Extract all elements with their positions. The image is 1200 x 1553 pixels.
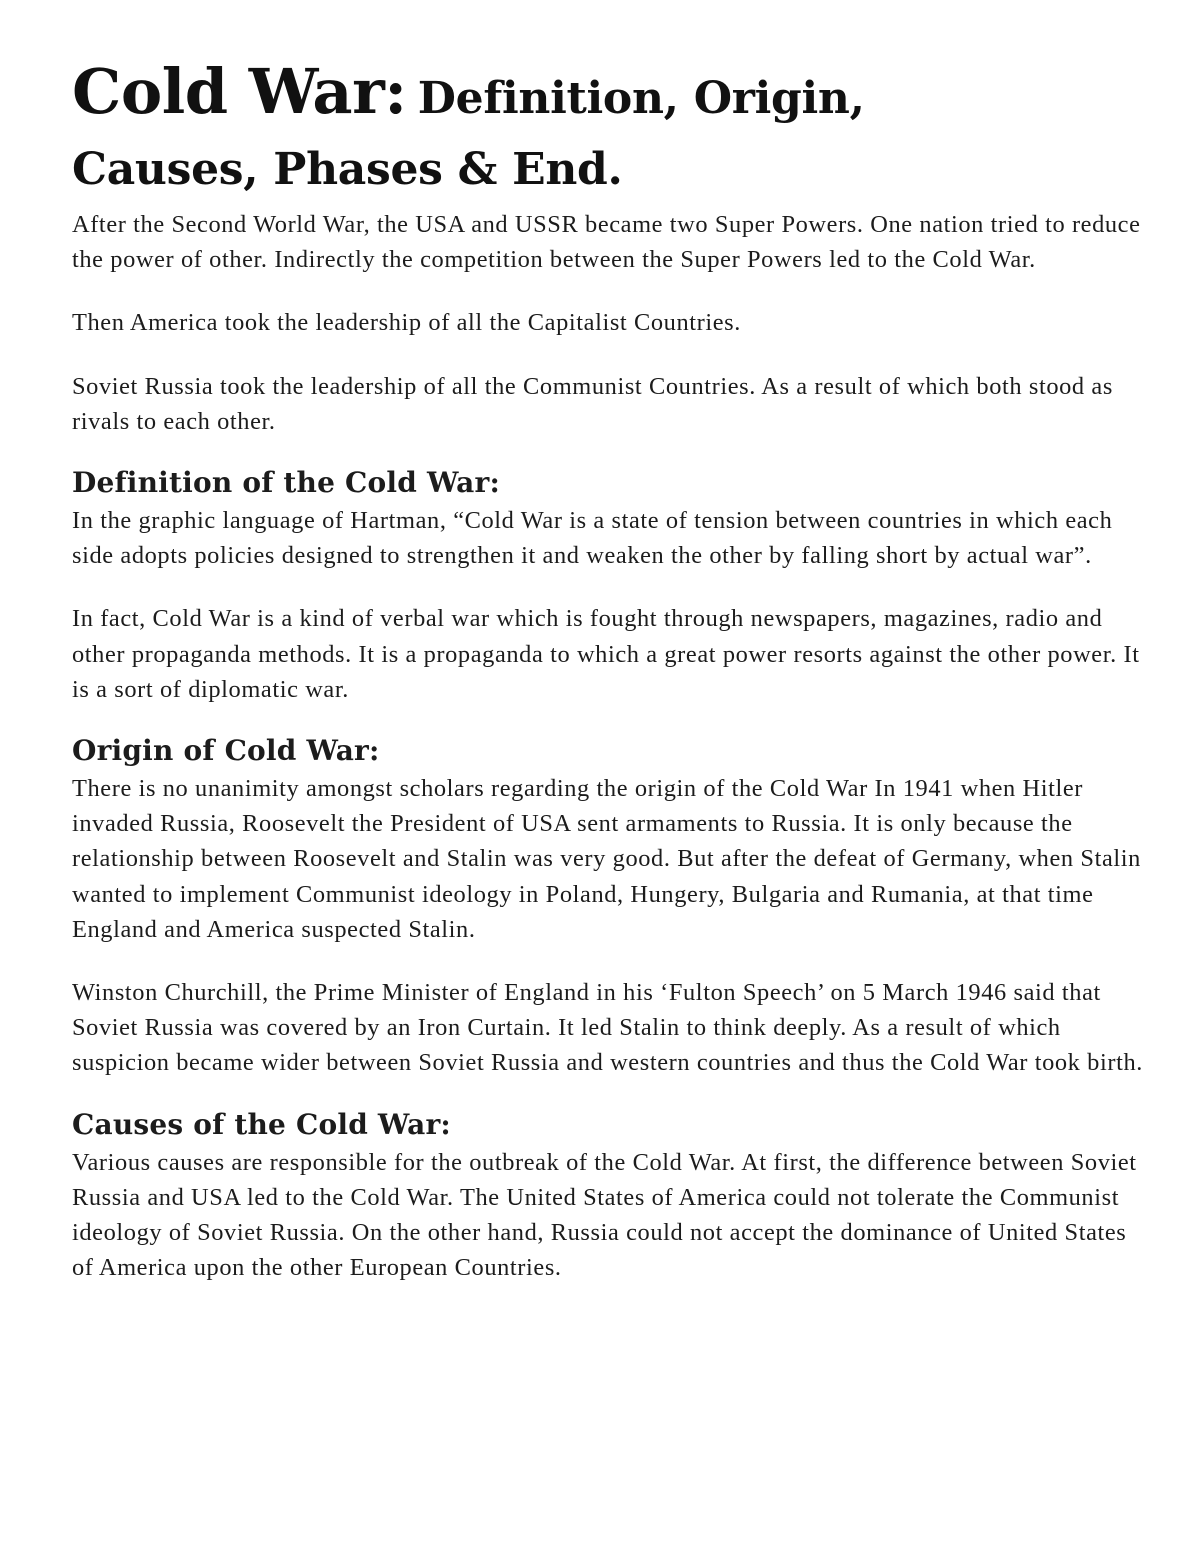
section-causes xyxy=(72,1105,1144,1286)
document-title xyxy=(72,55,1144,207)
title-sub-line1: Definition, Origin, xyxy=(417,73,865,124)
section-origin xyxy=(72,731,1144,1081)
intro-section xyxy=(72,207,1144,439)
section-paragraph: In the graphic language of Hartman, “Cold War is a state of tension between countries in which each side adopts policies designed to strengthen it and weaken the other by falling short by actual war”. xyxy=(72,507,1113,570)
section-heading: Origin of Cold War: xyxy=(72,734,380,768)
section-heading: Causes of the Cold War: xyxy=(72,1107,451,1141)
section-definition xyxy=(72,463,1144,707)
title-sub-line2: Causes, Phases & End. xyxy=(72,144,623,195)
intro-paragraph: After the Second World War, the USA and USSR became two Super Powers. One nation tried to reduce the power of other. Indirectly the competition between the Super Powers led to the Cold War. xyxy=(72,211,1141,274)
intro-paragraph: Then America took the leadership of all the Capitalist Countries. xyxy=(72,309,741,337)
title-main: Cold War: xyxy=(72,55,407,128)
section-paragraph: In fact, Cold War is a kind of verbal war which is fought through newspapers, magazines, radio and other propaganda methods. It is a propaganda to which a great power resorts against the other power. It is a sort of diplomatic war. xyxy=(72,605,1140,703)
section-paragraph: Various causes are responsible for the outbreak of the Cold War. At first, the difference between Soviet Russia and USA led to the Cold War. The United States of America could not tolerate the Communist ideology of Soviet Russia. On the other hand, Russia could not accept the dominance of United States of America upon the other European Countries. xyxy=(72,1148,1137,1282)
document-page xyxy=(72,55,1144,1285)
section-paragraph: Winston Churchill, the Prime Minister of England in his ‘Fulton Speech’ on 5 March 1946 said that Soviet Russia was covered by an Iron Curtain. It led Stalin to think deeply. As a result of which suspicion became wider between Soviet Russia and western countries and thus the Cold War took birth. xyxy=(72,979,1143,1077)
section-heading: Definition of the Cold War: xyxy=(72,466,501,500)
section-paragraph: There is no unanimity amongst scholars regarding the origin of the Cold War In 1941 when Hitler invaded Russia, Roosevelt the President of USA sent armaments to Russia. It is only because the relationship between Roosevelt and Stalin was very good. But after the defeat of Germany, when Stalin wanted to implement Communist ideology in Poland, Hungery, Bulgaria and Rumania, at that time England and America suspected Stalin. xyxy=(72,775,1141,943)
intro-paragraph: Soviet Russia took the leadership of all the Communist Countries. As a result of which both stood as rivals to each other. xyxy=(72,372,1113,435)
